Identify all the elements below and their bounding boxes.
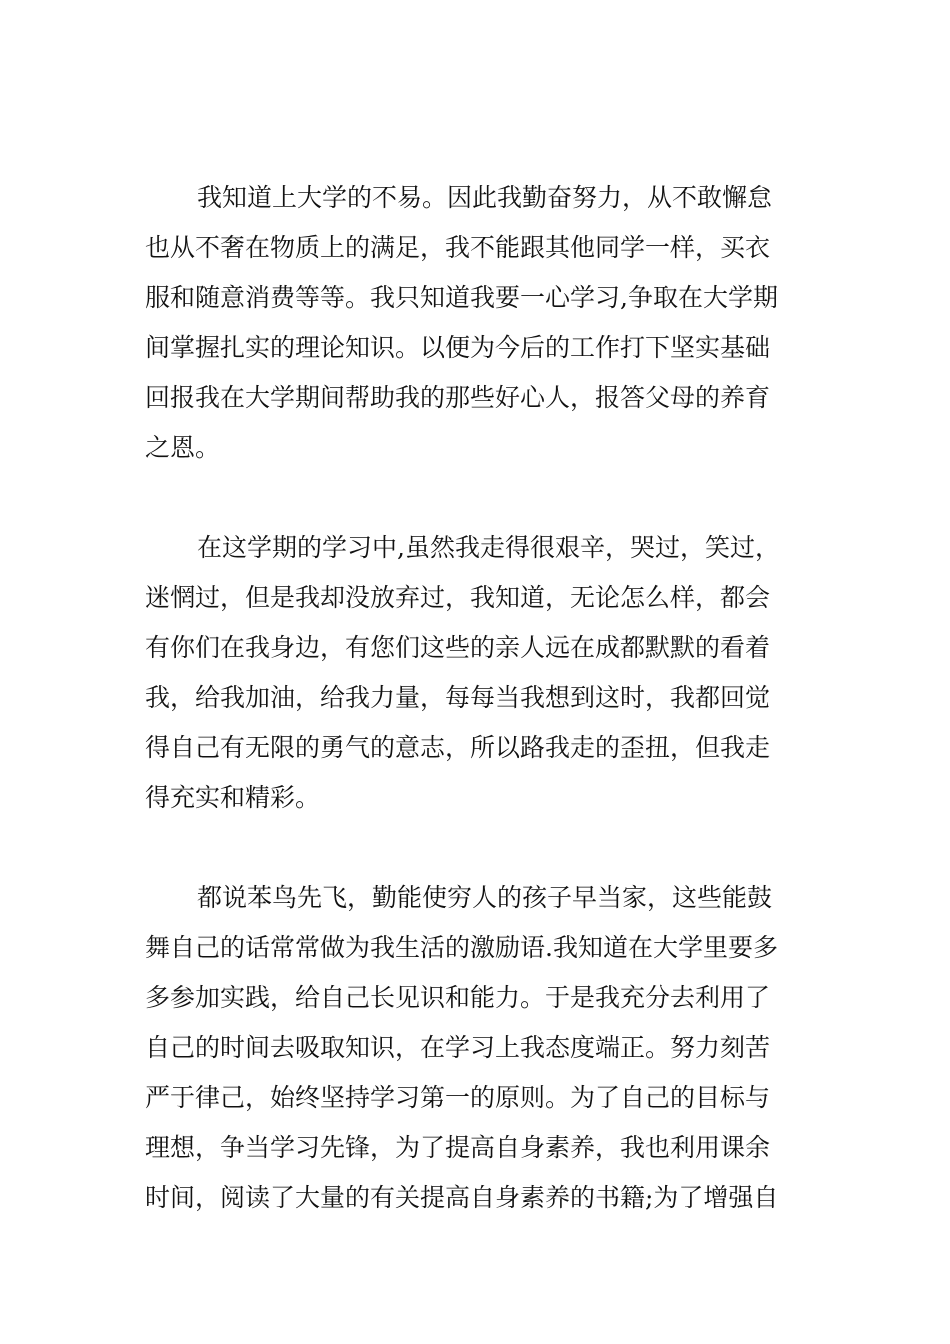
text-line: 有你们在我身边，有您们这些的亲人远在成都默默的看着: [145, 633, 771, 662]
text-line: 也从不奢在物质上的满足，我不能跟其他同学一样，买衣: [145, 233, 771, 262]
text-line: 回报我在大学期间帮助我的那些好心人，报答父母的养育: [145, 383, 771, 412]
text-line: 之恩。: [145, 433, 221, 462]
text-line: 服和随意消费等等。我只知道我要一心学习,争取在大学期: [145, 283, 778, 312]
text-line: 得充实和精彩。: [145, 783, 321, 812]
text-line: 舞自己的话常常做为我生活的激励语.我知道在大学里要多: [145, 933, 778, 962]
text-line: 得自己有无限的勇气的意志，所以路我走的歪扭，但我走: [145, 733, 771, 762]
text-line: 在这学期的学习中,虽然我走得很艰辛，哭过，笑过，: [197, 533, 780, 562]
text-line: 时间，阅读了大量的有关提高自身素养的书籍;为了增强自: [145, 1183, 779, 1212]
text-line: 我知道上大学的不易。因此我勤奋努力，从不敢懈怠: [197, 183, 773, 212]
text-line: 我，给我加油，给我力量，每每当我想到这时，我都回觉: [145, 683, 771, 712]
paragraph: [145, 173, 815, 473]
text-line: 迷惘过，但是我却没放弃过，我知道，无论怎么样，都会: [145, 583, 771, 612]
paragraph: [145, 523, 815, 823]
text-line: 间掌握扎实的理论知识。以便为今后的工作打下坚实基础: [145, 333, 771, 362]
text-line: 自己的时间去吸取知识，在学习上我态度端正。努力刻苦: [145, 1033, 771, 1062]
text-line: 都说苯鸟先飞，勤能使穷人的孩子早当家，这些能鼓: [197, 883, 773, 912]
paragraph: [145, 873, 815, 1223]
text-line: 多参加实践，给自己长见识和能力。于是我充分去利用了: [145, 983, 771, 1012]
text-line: 严于律己，始终坚持学习第一的原则。为了自己的目标与: [145, 1083, 771, 1112]
text-line: 理想，争当学习先锋，为了提高自身素养，我也利用课余: [145, 1133, 771, 1162]
